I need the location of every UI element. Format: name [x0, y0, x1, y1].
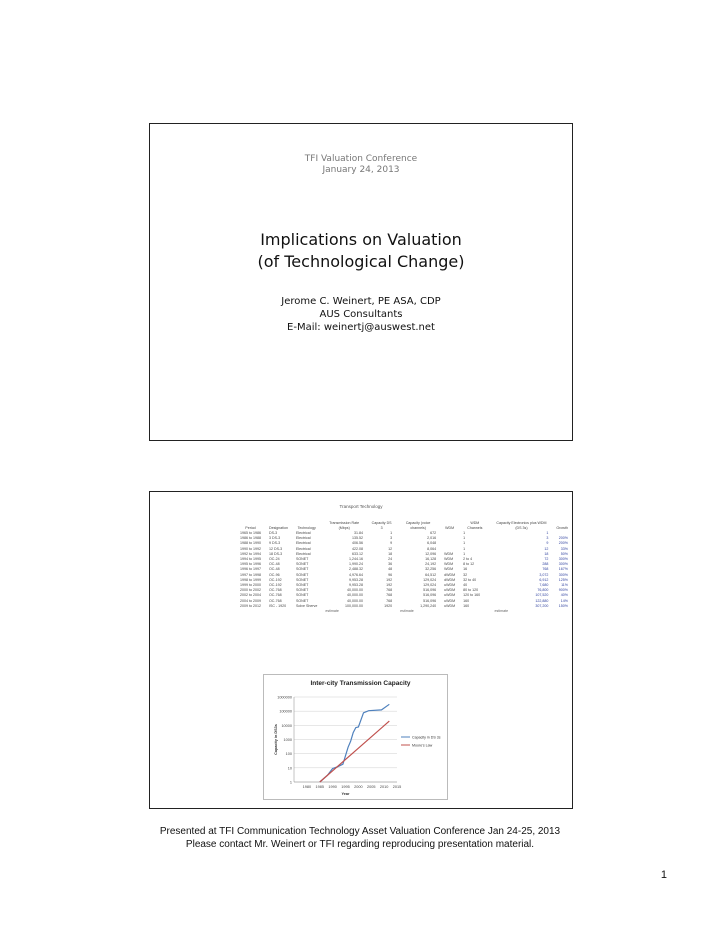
table-cell: dWDM: [444, 572, 456, 577]
table-cell: SONET: [295, 598, 309, 603]
table-cell: 24,192: [425, 562, 437, 567]
table-cell: WDM: [444, 557, 454, 562]
series-line-capacity: [320, 704, 390, 782]
table-cell: 768: [542, 567, 549, 572]
y-tick-label: 1000000: [277, 695, 292, 700]
table-cell: 16,128: [425, 557, 437, 562]
x-tick-label: 2015: [392, 785, 402, 789]
table-cell: 4,976.64: [349, 572, 364, 577]
y-tick-label: 100: [285, 752, 292, 757]
table-cell: 422.08: [352, 546, 364, 551]
table-cell: 406.56: [352, 541, 364, 546]
footer-line-1: Presented at TFI Communication Technology Asset Valuation Conference Jan 24-25, 2013: [159, 826, 561, 837]
table-cell: 516,096: [423, 593, 437, 598]
table-cell: WDM: [444, 567, 454, 572]
table-header-cell: Designation: [268, 526, 288, 530]
table-title: Transport Technology: [339, 504, 383, 509]
table-cell: 24: [388, 557, 393, 562]
table-cell: 1: [390, 531, 393, 535]
table-cell: 307,200: [535, 603, 549, 608]
table-cell: OC-24: [268, 557, 280, 562]
table-cell: ISC - 1920: [268, 603, 287, 608]
table-cell: SONET: [295, 557, 309, 562]
table-cell: 9: [390, 541, 393, 546]
table-cell: OC-192: [268, 577, 282, 582]
table-cell: SONET: [295, 593, 309, 598]
table-footnote: estimate: [325, 609, 339, 614]
table-cell: 129,024: [423, 583, 437, 588]
table-cell: 1986 to 1988: [240, 536, 261, 541]
table-cell: 120 to 160: [463, 593, 481, 598]
table-cell: 516,096: [423, 588, 437, 593]
table-cell: OC-48: [268, 562, 280, 567]
title-line-2: (of Technological Change): [257, 252, 465, 271]
table-cell: SONET: [295, 583, 309, 588]
table-cell: 32 to 40: [463, 577, 477, 582]
x-axis-label: Year: [341, 792, 350, 796]
table-cell: 768: [386, 593, 393, 598]
y-tick-label: 1000: [283, 738, 292, 742]
conference-date: January 24, 2013: [322, 165, 400, 175]
table-cell: 12,096: [425, 551, 437, 556]
table-cell: 100,000.00: [345, 603, 364, 608]
table-cell: 1: [463, 551, 466, 556]
table-cell: 40,000.00: [347, 598, 364, 603]
table-cell: 1965 to 1986: [240, 531, 261, 535]
table-cell: 7,680: [539, 583, 549, 588]
table-cell: 900%: [558, 588, 568, 593]
table-cell: [552, 609, 572, 614]
table-header-cell: Transmission Rate (Mbps): [329, 521, 360, 530]
table-cell: 1996 to 1997: [240, 567, 261, 572]
chart-svg: [264, 675, 447, 799]
table-cell: Solve Sherve: [295, 603, 318, 608]
table-cell: [292, 609, 321, 614]
table-cell: 1: [463, 536, 466, 541]
table-cell: 768: [386, 598, 393, 603]
table-cell: 96: [388, 572, 393, 577]
x-tick-label: 1985: [315, 785, 324, 789]
table-cell: dWDM: [444, 577, 456, 582]
table-cell: 9,953.28: [349, 583, 364, 588]
table-cell: 3: [546, 536, 549, 541]
table-cell: OC-96: [268, 572, 280, 577]
page-footer: [0, 825, 720, 851]
table-cell: 516,096: [423, 598, 437, 603]
table-cell: 36: [388, 562, 393, 567]
legend-label: Moore's Law: [412, 743, 433, 748]
table-cell: 8 to 12: [463, 562, 475, 567]
table-cell: 160: [463, 598, 470, 603]
table-cell: Electrical: [295, 546, 311, 551]
conference-name: TFI Valuation Conference: [304, 154, 418, 164]
table-cell: [440, 609, 459, 614]
table-cell: OC-768: [268, 593, 282, 598]
table-cell: SONET: [295, 588, 309, 593]
table-cell: 12 DS-3: [268, 546, 283, 551]
table-cell: 135.52: [352, 536, 364, 541]
table-cell: 64,512: [425, 572, 437, 577]
table-cell: 50%: [560, 551, 568, 556]
table-cell: Electrical: [295, 531, 311, 535]
author-block: [150, 295, 572, 334]
presentation-title: [150, 229, 572, 273]
table-cell: 1994 to 1995: [240, 557, 261, 562]
table-cell: 12: [388, 546, 393, 551]
x-tick-label: 1995: [341, 785, 350, 789]
table-cell: 1988 to 1990: [240, 541, 261, 546]
table-cell: 125%: [558, 577, 568, 582]
table-cell: 3 DS-3: [268, 536, 281, 541]
table-cell: 300%: [558, 562, 568, 567]
table-cell: 1998 to 1999: [240, 577, 261, 582]
table-cell: Electrical: [295, 536, 311, 541]
table-cell: 1992 to 1994: [240, 551, 261, 556]
table-cell: OC-192: [268, 583, 282, 588]
table-cell: 11%: [561, 583, 568, 588]
y-tick-label: 100000: [279, 709, 292, 714]
table-cell: 9 DS-3: [268, 541, 281, 546]
table-cell: [265, 609, 292, 614]
table-cell: 1: [463, 541, 466, 546]
table-cell: 80 to 120: [463, 588, 479, 593]
table-header-cell: Capacity DS 3: [371, 521, 392, 530]
footer-line-2: Please contact Mr. Weinert or TFI regarding reproducing presentation material.: [185, 839, 535, 850]
table-cell: 32: [463, 572, 468, 577]
table-cell: 107,520: [535, 593, 549, 598]
table-cell: Electrical: [295, 551, 311, 556]
table-cell: 1,290,240: [420, 603, 437, 608]
table-cell: 192: [386, 577, 393, 582]
table-cell: [459, 609, 490, 614]
table-cell: 72: [544, 557, 549, 562]
table-cell: 1: [463, 531, 466, 535]
table-cell: uWDM: [444, 588, 456, 593]
table-cell: 40%: [560, 593, 568, 598]
table-footnote: estimate: [494, 609, 509, 614]
table-cell: 192: [386, 583, 393, 588]
table-cell: 2,016: [427, 536, 437, 541]
table-header-cell: Capacity Electronics plus WDM (DS 3s): [496, 521, 547, 530]
table-header-cell: Period: [245, 526, 256, 530]
table-footnote-row: [236, 609, 572, 614]
y-tick-label: 10: [287, 766, 292, 771]
table-cell: 1: [463, 546, 466, 551]
author-company: AUS Consultants: [319, 309, 403, 320]
table-cell: 40,000.00: [347, 593, 364, 598]
table-cell: 12: [544, 546, 549, 551]
x-tick-label: 1990: [328, 785, 337, 789]
table-cell: 6,048: [427, 541, 437, 546]
legend-label: Capacity in DS 3s: [412, 735, 441, 740]
table-cell: 9,953.28: [349, 577, 364, 582]
table-cell: 2,488.32: [349, 567, 364, 572]
table-cell: 3,072: [539, 572, 549, 577]
author-email: E-Mail: weinertj@auswest.net: [287, 322, 435, 333]
table-header-cell: Capacity (voice channels): [405, 521, 431, 530]
table-cell: 18 DS-3: [268, 551, 283, 556]
table-cell: 1997 to 1998: [240, 572, 261, 577]
table-cell: 1,990.24: [349, 562, 364, 567]
table-cell: 129,024: [423, 577, 437, 582]
table-cell: 9: [546, 541, 549, 546]
table-cell: 2002 to 2004: [240, 593, 261, 598]
table-cell: 3: [390, 536, 393, 541]
table-cell: 32,256: [425, 567, 437, 572]
table-cell: [367, 609, 396, 614]
table-header-row: [236, 521, 572, 531]
table-cell: [236, 609, 265, 614]
table-cell: 8,064: [427, 546, 437, 551]
table-cell: SONET: [295, 562, 309, 567]
table-cell: uWDM: [444, 593, 456, 598]
table-cell: 14%: [560, 598, 568, 603]
table-cell: 2009 to 2012: [240, 603, 261, 608]
table-cell: 2000 to 2002: [240, 588, 261, 593]
table-cell: 1920: [384, 603, 393, 608]
table-cell: 40,000.00: [347, 588, 364, 593]
table-cell: SONET: [295, 577, 309, 582]
table-cell: 6,912: [539, 577, 549, 582]
table-cell: 1,244.16: [349, 557, 364, 562]
table-header-cell: WDM: [445, 526, 455, 530]
table-cell: 288: [542, 562, 549, 567]
table-cell: 48: [388, 567, 393, 572]
table-cell: 200%: [558, 536, 568, 541]
table-header-cell: Technology: [297, 526, 316, 530]
transport-technology-table: [236, 521, 572, 614]
table-cell: uWDM: [444, 598, 456, 603]
slide-2-transport-technology: [149, 491, 573, 809]
slide-1-title: [149, 123, 573, 441]
table-cell: WDM: [444, 551, 454, 556]
table-cell: 768: [386, 588, 393, 593]
table-cell: 633.12: [352, 551, 364, 556]
y-axis-label: Capacity in DS3s: [274, 724, 278, 755]
table-cell: Electrical: [295, 541, 311, 546]
table-cell: 18: [388, 551, 393, 556]
table-cell: 167%: [558, 567, 568, 572]
table-cell: 200%: [558, 541, 568, 546]
table-cell: 33%: [560, 546, 568, 551]
x-tick-label: 2000: [354, 785, 363, 789]
table-cell: OC-768: [268, 588, 282, 593]
table-cell: WDM: [444, 562, 454, 567]
table-cell: 1999 to 2000: [240, 583, 261, 588]
table-footnote: estimate: [400, 609, 414, 614]
table-cell: 150%: [558, 603, 568, 608]
table-cell: 300%: [558, 572, 568, 577]
table-header-cell: WDM Channels: [467, 521, 483, 530]
table-cell: 31.84: [354, 531, 364, 535]
table-cell: uWDM: [444, 583, 456, 588]
y-tick-label: 1: [289, 780, 292, 785]
table-cell: 122,880: [535, 598, 549, 603]
x-tick-label: 2010: [379, 785, 389, 789]
page-number: 1: [660, 869, 667, 881]
table-cell: 18: [544, 551, 549, 556]
table-cell: SONET: [295, 572, 309, 577]
table-cell: 76,800: [537, 588, 549, 593]
table-cell: 672: [430, 531, 437, 535]
table-cell: 40: [463, 583, 468, 588]
table-cell: 1990 to 1992: [240, 546, 261, 551]
table-cell: 16: [463, 567, 468, 572]
table-header-cell: Growth: [556, 526, 568, 530]
table-cell: 160: [463, 603, 470, 608]
y-tick-label: 10000: [281, 723, 292, 728]
table-cell: 1: [546, 531, 549, 535]
table-cell: SONET: [295, 567, 309, 572]
x-tick-label: 1980: [302, 785, 312, 789]
table-cell: 300%: [558, 557, 568, 562]
capacity-chart: [263, 674, 448, 800]
table-cell: DS-3: [268, 531, 278, 535]
table-cell: OC-48: [268, 567, 280, 572]
table-cell: 2004 to 2009: [240, 598, 261, 603]
x-tick-label: 2005: [367, 785, 376, 789]
table-cell: uWDM: [444, 603, 456, 608]
table-cell: 1995 to 1996: [240, 562, 261, 567]
title-line-1: Implications on Valuation: [260, 230, 462, 249]
conference-header: [150, 154, 572, 176]
author-name: Jerome C. Weinert, PE ASA, CDP: [281, 296, 441, 307]
table-cell: 2 to 4: [463, 557, 473, 562]
chart-title: Inter-city Transmission Capacity: [310, 680, 411, 687]
table-cell: OC-768: [268, 598, 282, 603]
